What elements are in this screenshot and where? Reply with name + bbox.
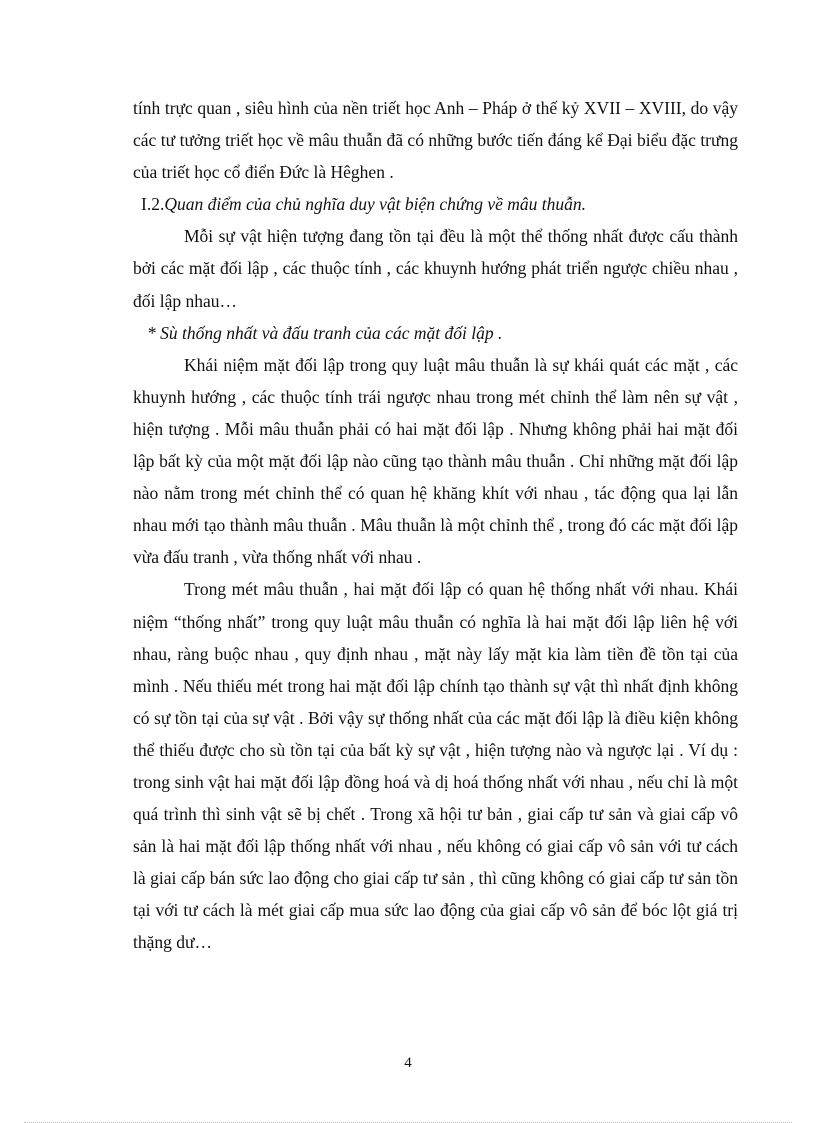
paragraph-3: Khái niệm mặt đối lập trong quy luật mâu thuẫn là sự khái quát các mặt , các khuynh hướng , các thuộc tính trái ngược nhau trong mét chỉnh thể làm nên sự vật , hiện tượng . Mỗi mâu thuẫn phải có hai mặt đối lập . Nhưng không phải hai mặt đối lập bất kỳ của một mặt đối lập nào cũng tạo thành mâu thuẫn . Chỉ những mặt đối lập nào nằm trong mét chỉnh thể có quan hệ khăng khít với nhau , tác động qua lại lẫn nhau mới tạo thành mâu thuẫn . Mâu thuẫn là một chỉnh thể , trong đó các mặt đối lập vừa đấu tranh , vừa thống nhất với nhau . (133, 354, 738, 568)
paragraph-1: tính trực quan , siêu hình của nền triết học Anh – Pháp ở thế kỷ XVII – XVIII, do vậy các tư tưởng triết học về mâu thuẫn đã có những bước tiến đáng kể Đại biểu đặc trưng của triết học cổ điển Đức là Hêghen . (133, 98, 738, 183)
section-title: Quan điểm của chủ nghĩa duy vật biện chứng về mâu thuẫn. (164, 194, 587, 215)
paragraph-4: Trong mét mâu thuẫn , hai mặt đối lập có quan hệ thống nhất với nhau. Khái niệm “thống nhất” trong quy luật mâu thuẫn có nghĩa là hai mặt đối lập liên hệ với nhau, ràng buộc nhau , quy định nhau , mặt này lấy mặt kia làm tiền đề tồn tại của mình . Nếu thiếu mét trong hai mặt đối lập chính tạo thành sự vật thì nhất định không có sự tồn tại của sự vật . Bởi vậy sự thống nhất của các mặt đối lập là điều kiện không thể thiếu được cho sù tồn tại của bất kỳ sự vật , hiện tượng nào và ngược lại . Ví dụ : trong sinh vật hai mặt đối lập đồng hoá và dị hoá thống nhất với nhau , nếu chỉ là một quá trình thì sinh vật sẽ bị chết . Trong xã hội tư bản , giai cấp tư sản và giai cấp vô sản là hai mặt đối lập thống nhất với nhau , nếu không có giai cấp vô sản với tư cách là giai cấp bán sức lao động cho giai cấp tư sản , thì cũng không có giai cấp tư sản tồn tại với tư cách là mét giai cấp mua sức lao động của giai cấp vô sản để bóc lột giá trị thặng dư… (133, 579, 738, 953)
section-number: I.2. (141, 194, 165, 215)
section-heading (141, 188, 738, 220)
subheading: * Sù thống nhất và đấu tranh của các mặt đối lập . (147, 322, 503, 343)
page-number: 4 (404, 1055, 412, 1071)
paragraph-2: Mỗi sự vật hiện tượng đang tồn tại đều là một thể thống nhất được cấu thành bởi các mặt đối lập , các thuộc tính , các khuynh hướng phát triển ngược chiều nhau , đối lập nhau… (133, 226, 738, 311)
body-text (133, 92, 738, 959)
